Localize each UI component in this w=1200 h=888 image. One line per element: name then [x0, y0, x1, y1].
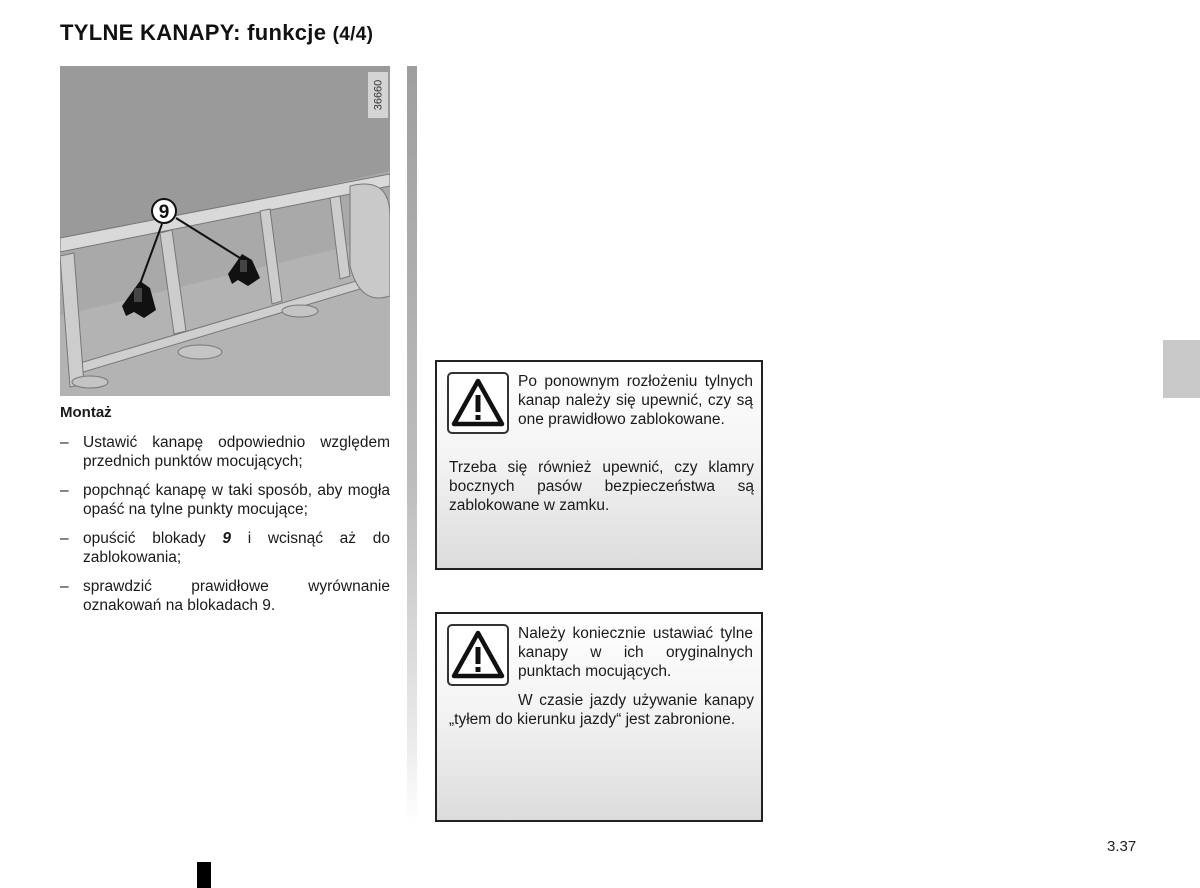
page-title-part: (4/4)	[332, 24, 374, 45]
warning-text: Należy koniecznie ustawiać tylne kanapy w ich oryginalnych punktach mocujących.	[518, 625, 753, 680]
step-text: opuścić blokady	[83, 530, 206, 547]
step-text: popchnąć kanapę w taki sposób, aby mogła opaść na tylne punkty mocujące;	[83, 482, 390, 518]
warning-triangle-icon	[447, 372, 509, 434]
step-text: i wcisnąć aż do zablokowania;	[83, 530, 390, 566]
callout-9-label: 9	[158, 202, 170, 223]
warning-triangle-icon	[447, 624, 509, 686]
step-text: sprawdzić prawidłowe wyrównanie oznakowań na blokadach 9.	[83, 578, 390, 614]
warning-text: Trzeba się również upewnić, czy klamry bocznych pasów bezpieczeństwa są zablokowane w zamku.	[449, 459, 754, 514]
column-divider	[407, 66, 417, 826]
list-item	[60, 577, 390, 615]
print-mark	[197, 862, 211, 888]
list-dash: –	[60, 530, 69, 547]
list-item	[60, 529, 390, 567]
section-heading: Montaż	[60, 404, 112, 421]
rear-bench-illustration	[60, 66, 390, 396]
list-dash: –	[60, 434, 69, 451]
page-title-main: TYLNE KANAPY: funkcje	[60, 20, 327, 45]
list-item	[60, 481, 390, 519]
figure-reference-code	[368, 72, 388, 118]
list-dash: –	[60, 482, 69, 499]
warning-text: W czasie jazdy używanie kanapy „tyłem do kierunku jazdy“ jest zabronione.	[449, 692, 754, 728]
warning-box	[435, 612, 763, 822]
mounting-steps	[60, 433, 390, 615]
step-reference: 9	[222, 530, 232, 547]
page-number: 3.37	[1107, 838, 1137, 855]
list-item	[60, 433, 390, 471]
mounting-section	[60, 403, 390, 625]
figure-code-text: 36660	[372, 79, 384, 111]
warning-text: Po ponownym rozłożeniu tylnych kanap należy się upewnić, czy są one prawidłowo zablokowane.	[518, 373, 753, 428]
page-title	[60, 20, 373, 46]
step-text: Ustawić kanapę odpowiednio względem przednich punktów mocujących;	[83, 434, 390, 470]
chapter-tab	[1163, 340, 1200, 398]
warning-box	[435, 360, 763, 570]
list-dash: –	[60, 578, 69, 595]
